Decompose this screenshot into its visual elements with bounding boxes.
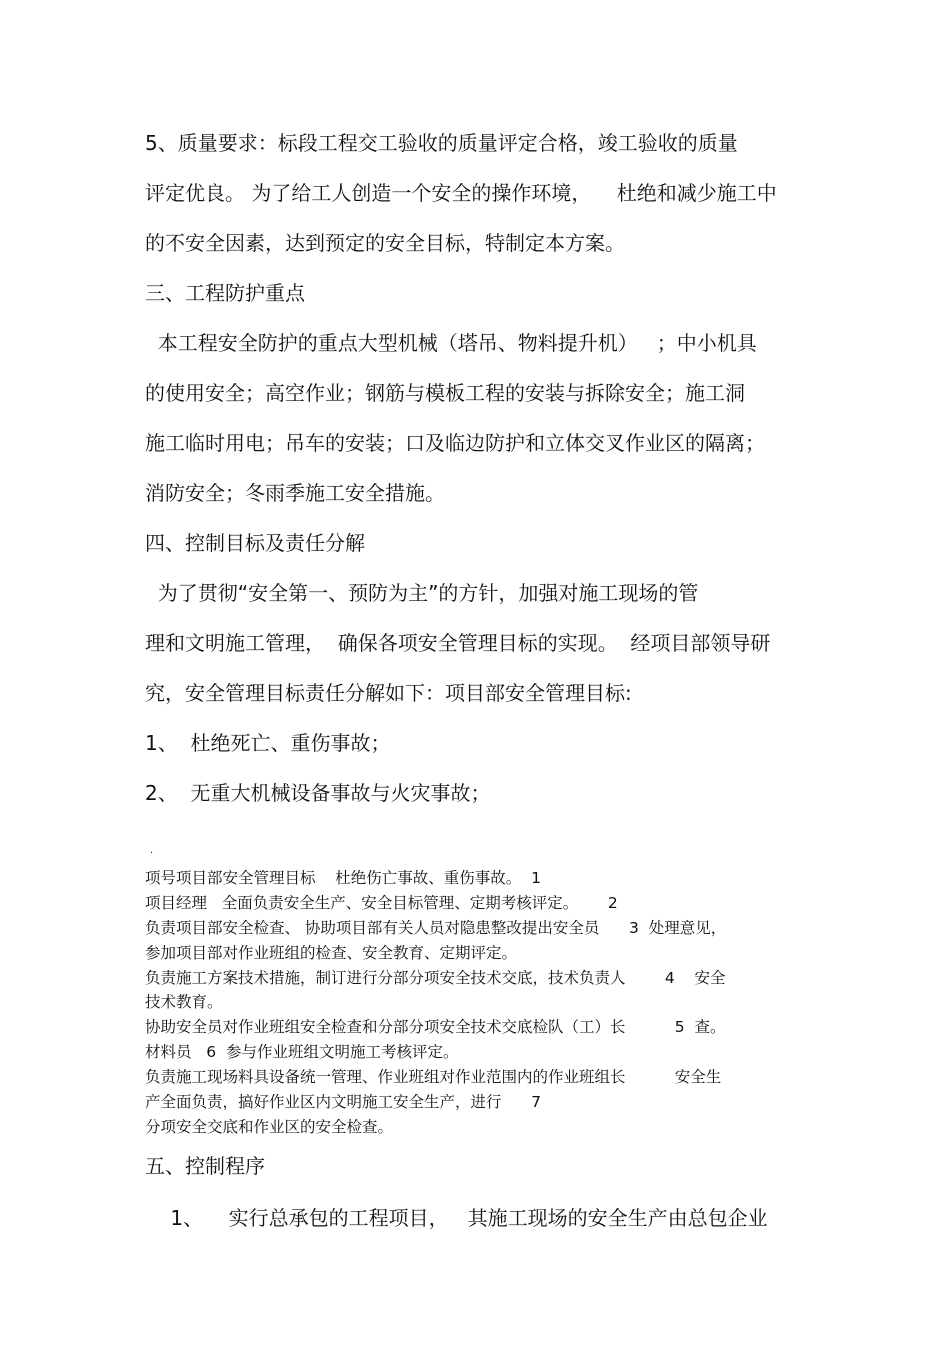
- paragraph-line: 施工临时用电；吊车的安装；口及临边防护和立体交叉作业区的隔离；: [145, 431, 765, 455]
- paragraph-line: 本工程安全防护的重点大型机械（塔吊、物料提升机） ；中小机具: [145, 331, 757, 355]
- table-line: 项目经理 全面负责安全生产、安全目标管理、定期考核评定。 2: [145, 894, 618, 912]
- paragraph-line: 究，安全管理目标责任分解如下：项目部安全管理目标:: [145, 681, 632, 705]
- table-line: 产全面负责，搞好作业区内文明施工安全生产，进行 7: [145, 1093, 541, 1111]
- table-line: 分项安全交底和作业区的安全检查。: [145, 1118, 394, 1136]
- list-item: 2、 无重大机械设备事故与火灾事故；: [145, 781, 491, 805]
- table-line: 技术教育。: [145, 993, 223, 1011]
- table-line: 材料员 6 参与作业班组文明施工考核评定。: [145, 1043, 459, 1061]
- paragraph-line: 为了贯彻“安全第一、预防为主”的方针，加强对施工现场的管: [145, 581, 699, 605]
- table-line: 协助安全员对作业班组安全检查和分部分项安全技术交底检队（工）长 5 查。: [145, 1018, 726, 1036]
- table-line: 负责施工现场料具设备统一管理、作业班组对作业范围内的作业班组长 安全生: [145, 1068, 722, 1086]
- paragraph-line: 的使用安全；高空作业；钢筋与模板工程的安装与拆除安全；施工洞: [145, 381, 745, 405]
- paragraph-line: 理和文明施工管理， 确保各项安全管理目标的实现。 经项目部领导研: [145, 631, 771, 655]
- table-line: 负责项目部安全检查、 协助项目部有关人员对隐患整改提出安全员 3 处理意见，: [145, 919, 727, 937]
- table-line: 项号项目部安全管理目标 杜绝伤亡事故、重伤事故。 1: [145, 869, 541, 887]
- section-heading: 五、控制程序: [145, 1154, 265, 1178]
- paragraph-line: 1、 实行总承包的工程项目， 其施工现场的安全生产由总包企业: [145, 1206, 768, 1230]
- list-item: 1、 杜绝死亡、重伤事故；: [145, 731, 391, 755]
- stray-dot: .: [150, 845, 154, 856]
- paragraph-line: 消防安全；冬雨季施工安全措施。: [145, 481, 445, 505]
- table-line: 参加项目部对作业班组的检查、安全教育、定期评定。: [145, 944, 518, 962]
- section-heading: 四、控制目标及责任分解: [145, 531, 365, 555]
- paragraph-line: 的不安全因素，达到预定的安全目标，特制定本方案。: [145, 231, 625, 255]
- section-heading: 三、工程防护重点: [145, 281, 305, 305]
- table-line: 负责施工方案技术措施，制订进行分部分项安全技术交底，技术负责人 4 安全: [145, 969, 726, 987]
- paragraph-line: 评定优良。 为了给工人创造一个安全的操作环境， 杜绝和减少施工中: [145, 181, 777, 205]
- paragraph-line: 5、质量要求：标段工程交工验收的质量评定合格，竣工验收的质量: [145, 131, 738, 155]
